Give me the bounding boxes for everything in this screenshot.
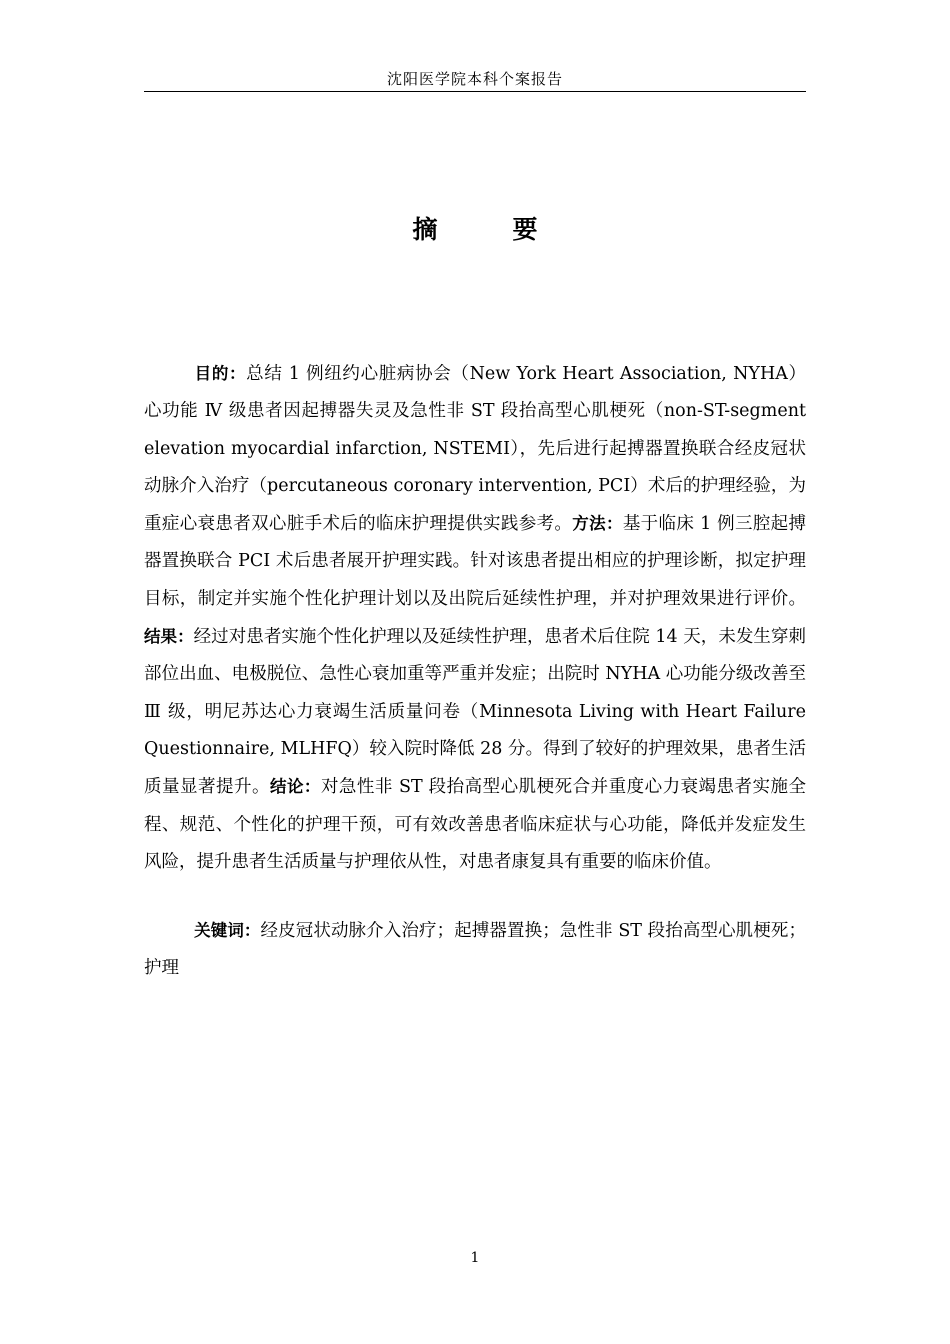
abstract-paragraph [144, 355, 806, 881]
methods-text: 基于临床 1 例三腔起搏器置换联合 PCI 术后患者展开护理实践。针对该患者提出相应的护理诊断，拟定护理目标，制定并实施个性化护理计划以及出院后延续性护理，并对护理效果进行评价。 [144, 514, 807, 609]
results-text: 经过对患者实施个性化护理以及延续性护理，患者术后住院 14 天，未发生穿刺部位出血、电极脱位、急性心衰加重等严重并发症；出院时 NYHA 心功能分级改善至 Ⅲ 级，明尼苏达心力衰竭生活质量问卷（Minnesota Living with Heart Failure Questionnaire, MLHFQ）较入院时降低 28 分。得到了较好的护理效果，患者生活质量显著提升。 [144, 627, 806, 798]
header-divider [144, 91, 806, 92]
page-header: 沈阳医学院本科个案报告 [386, 70, 563, 88]
objective-text: 总结 1 例纽约心脏病协会（New York Heart Association, NYHA）心功能 Ⅳ 级患者因起搏器失灵及急性非 ST 段抬高型心肌梗死（non-ST-segment elevation myocardial infarction, NSTEMI），先后进行起搏器置换联合经皮冠状动脉介入治疗（percutaneous coronary intervention, PCI）术后的护理经验，为重症心衰患者双心脏手术后的临床护理提供实践参考。 [144, 364, 807, 535]
keywords-text: 经皮冠状动脉介入治疗；起搏器置换；急性非 ST 段抬高型心肌梗死；护理 [144, 921, 806, 979]
conclusion-label: 结论： [269, 777, 321, 797]
keywords-label: 关键词： [194, 921, 261, 940]
keywords-paragraph [144, 912, 806, 988]
page-title: 摘 要 [412, 215, 563, 244]
results-label: 结果： [144, 627, 194, 647]
conclusion-text: 对急性非 ST 段抬高型心肌梗死合并重度心力衰竭患者实施全程、规范、个性化的护理干预，可有效改善患者临床症状与心功能，降低并发症发生风险，提升患者生活质量与护理依从性，对患者康复具有重要的临床价值。 [144, 777, 807, 872]
page-number: 1 [470, 1250, 480, 1266]
methods-label: 方法： [572, 514, 623, 534]
objective-label: 目的： [194, 364, 247, 383]
